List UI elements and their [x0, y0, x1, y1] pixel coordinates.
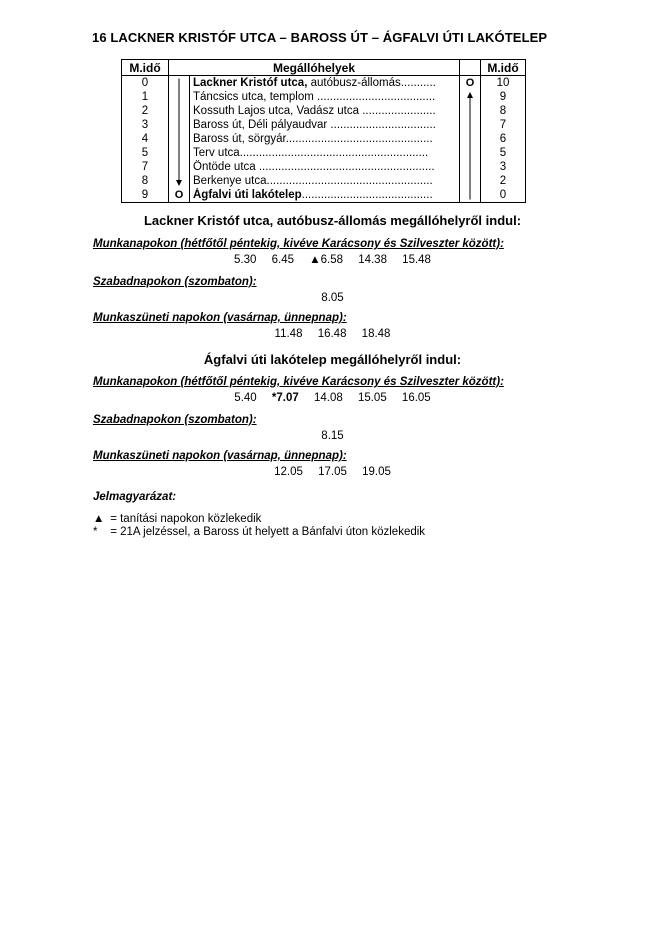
departure-2-saturday-label: Szabadnapokon (szombaton):	[93, 414, 257, 426]
stop-time-inbound: 7	[481, 118, 526, 132]
stop-time-outbound: 2	[122, 104, 169, 118]
stop-row	[122, 76, 526, 91]
triangle-icon: ▲	[93, 513, 105, 525]
stop-name	[190, 132, 460, 146]
time: 6.45	[271, 254, 295, 266]
time: ▲6.58	[309, 254, 343, 266]
stop-name-rest: Terv utca	[193, 147, 240, 159]
stop-row	[122, 160, 526, 174]
departure-1-saturday-times	[0, 292, 665, 304]
legend-text: = tanítási napokon közlekedik	[110, 513, 262, 525]
stop-name	[190, 104, 460, 118]
stop-name	[190, 160, 460, 174]
departure-2-holiday-times	[0, 466, 665, 478]
inbound-arrow-cell	[460, 146, 481, 160]
stop-name	[190, 76, 460, 91]
stop-name-rest: Baross út, sörgyár	[193, 133, 286, 145]
stop-time-outbound: 3	[122, 118, 169, 132]
outbound-arrow-cell	[169, 174, 190, 188]
leader-dots: .................................	[327, 119, 436, 131]
asterisk-icon: *	[93, 526, 98, 538]
stop-time-outbound: 7	[122, 160, 169, 174]
departure-1-weekday-label: Munkanapokon (hétfőtől péntekig, kivéve Karácsony és Szilveszter között):	[93, 238, 504, 250]
inbound-arrow-cell	[460, 90, 481, 104]
header-left-time: M.idő	[122, 60, 169, 76]
stop-name-bold: Ágfalvi úti lakótelep	[193, 189, 302, 201]
header-right-time: M.idő	[481, 60, 526, 76]
stop-time-outbound: 9	[122, 188, 169, 203]
outbound-arrow-cell	[169, 90, 190, 104]
time: 17.05	[318, 466, 347, 478]
time: 12.05	[274, 466, 303, 478]
legend-title: Jelmagyarázat:	[93, 491, 177, 503]
time: 15.05	[357, 392, 387, 404]
legend-text: = 21A jelzéssel, a Baross út helyett a Bánfalvi úton közlekedik	[110, 526, 426, 538]
stop-name	[190, 174, 460, 188]
outbound-arrow-cell	[169, 188, 190, 203]
time: 8.05	[321, 292, 344, 304]
stop-name-rest: Berkenye utca	[193, 175, 267, 187]
stop-name	[190, 90, 460, 104]
stop-time-inbound: 10	[481, 76, 526, 91]
header-stops: Megállóhelyek	[169, 60, 460, 76]
outbound-arrow-cell	[169, 132, 190, 146]
stop-time-inbound: 6	[481, 132, 526, 146]
stop-row	[122, 118, 526, 132]
departure-2-heading: Ágfalvi úti lakótelep megállóhelyről indul:	[203, 352, 462, 367]
departure-2-weekday-label: Munkanapokon (hétfőtől péntekig, kivéve Karácsony és Szilveszter között):	[93, 376, 504, 388]
stop-time-inbound: 8	[481, 104, 526, 118]
departure-2-holiday-label: Munkaszüneti napokon (vasárnap, ünnepnap):	[93, 450, 347, 462]
time: 16.48	[317, 328, 347, 340]
outbound-arrow-cell	[169, 118, 190, 132]
leader-dots: .....................................	[313, 91, 436, 103]
stop-time-inbound: 5	[481, 146, 526, 160]
stop-time-outbound: 5	[122, 146, 169, 160]
legend-item-triangle	[93, 513, 261, 525]
departure-1-holiday-times	[0, 328, 665, 340]
stop-name-rest: Baross út, Déli pályaudvar	[193, 119, 328, 131]
stop-time-outbound: 1	[122, 90, 169, 104]
departure-1-saturday-label: Szabadnapokon (szombaton):	[93, 276, 257, 288]
stop-row	[122, 132, 526, 146]
inbound-arrow-cell	[460, 174, 481, 188]
time: 14.08	[313, 392, 343, 404]
stop-name	[190, 188, 460, 203]
terminal-circle-icon: O	[174, 189, 184, 201]
legend-item-asterisk	[93, 526, 425, 538]
leader-dots: ...........................................................	[239, 147, 429, 159]
outbound-arrow-cell	[169, 76, 190, 91]
time: 18.48	[361, 328, 391, 340]
stops-table-header	[122, 60, 526, 76]
stop-row	[122, 90, 526, 104]
leader-dots: ....................................................	[266, 175, 433, 187]
departure-2-weekday-times	[0, 392, 665, 404]
stops-table	[121, 59, 526, 203]
inbound-arrow-cell	[460, 76, 481, 91]
stop-time-inbound: 9	[481, 90, 526, 104]
stop-name	[190, 146, 460, 160]
outbound-arrow-cell	[169, 146, 190, 160]
stop-name	[190, 118, 460, 132]
stop-time-outbound: 0	[122, 76, 169, 91]
departure-2-saturday-times	[0, 430, 665, 442]
outbound-arrow-cell	[169, 160, 190, 174]
inbound-arrow-cell	[460, 104, 481, 118]
stop-time-inbound: 0	[481, 188, 526, 203]
stop-time-outbound: 4	[122, 132, 169, 146]
terminal-circle-icon: O	[465, 77, 475, 89]
stop-row	[122, 146, 526, 160]
stop-name-rest: Táncsics utca, templom	[193, 91, 314, 103]
inbound-arrow-cell	[460, 132, 481, 146]
stop-row	[122, 188, 526, 203]
header-arrow-spacer	[460, 60, 481, 76]
stop-name-bold: Lackner Kristóf utca,	[193, 77, 308, 89]
time: 16.05	[401, 392, 431, 404]
stop-time-inbound: 2	[481, 174, 526, 188]
stop-time-inbound: 3	[481, 160, 526, 174]
time: 11.48	[274, 328, 303, 340]
time: 19.05	[362, 466, 391, 478]
route-title: 16 LACKNER KRISTÓF UTCA – BAROSS ÚT – ÁGFALVI ÚTI LAKÓTELEP	[92, 30, 548, 45]
stop-name-rest: Kossuth Lajos utca, Vadász utca	[193, 105, 359, 117]
leader-dots: .........................................	[301, 189, 433, 201]
time: 15.48	[402, 254, 431, 266]
time: 14.38	[358, 254, 387, 266]
departure-1-holiday-label: Munkaszüneti napokon (vasárnap, ünnepnap):	[93, 312, 347, 324]
leader-dots: .......................	[359, 105, 436, 117]
leader-dots: ...........	[400, 77, 436, 89]
inbound-arrow-cell	[460, 188, 481, 203]
departure-1-heading: Lackner Kristóf utca, autóbusz-állomás megállóhelyről indul:	[143, 213, 522, 228]
time: 8.15	[321, 430, 344, 442]
stop-name-rest: autóbusz-állomás	[307, 77, 401, 89]
outbound-arrow-cell	[169, 104, 190, 118]
stop-row	[122, 104, 526, 118]
leader-dots: .......................................................	[255, 161, 435, 173]
time: 5.40	[234, 392, 257, 404]
stop-row	[122, 174, 526, 188]
time: *7.07	[271, 392, 299, 404]
leader-dots: ..............................................	[285, 133, 433, 145]
inbound-arrow-cell	[460, 118, 481, 132]
stop-time-outbound: 8	[122, 174, 169, 188]
inbound-arrow-cell	[460, 160, 481, 174]
time: 5.30	[234, 254, 257, 266]
stop-name-rest: Öntöde utca	[193, 161, 256, 173]
departure-1-weekday-times	[0, 254, 665, 266]
